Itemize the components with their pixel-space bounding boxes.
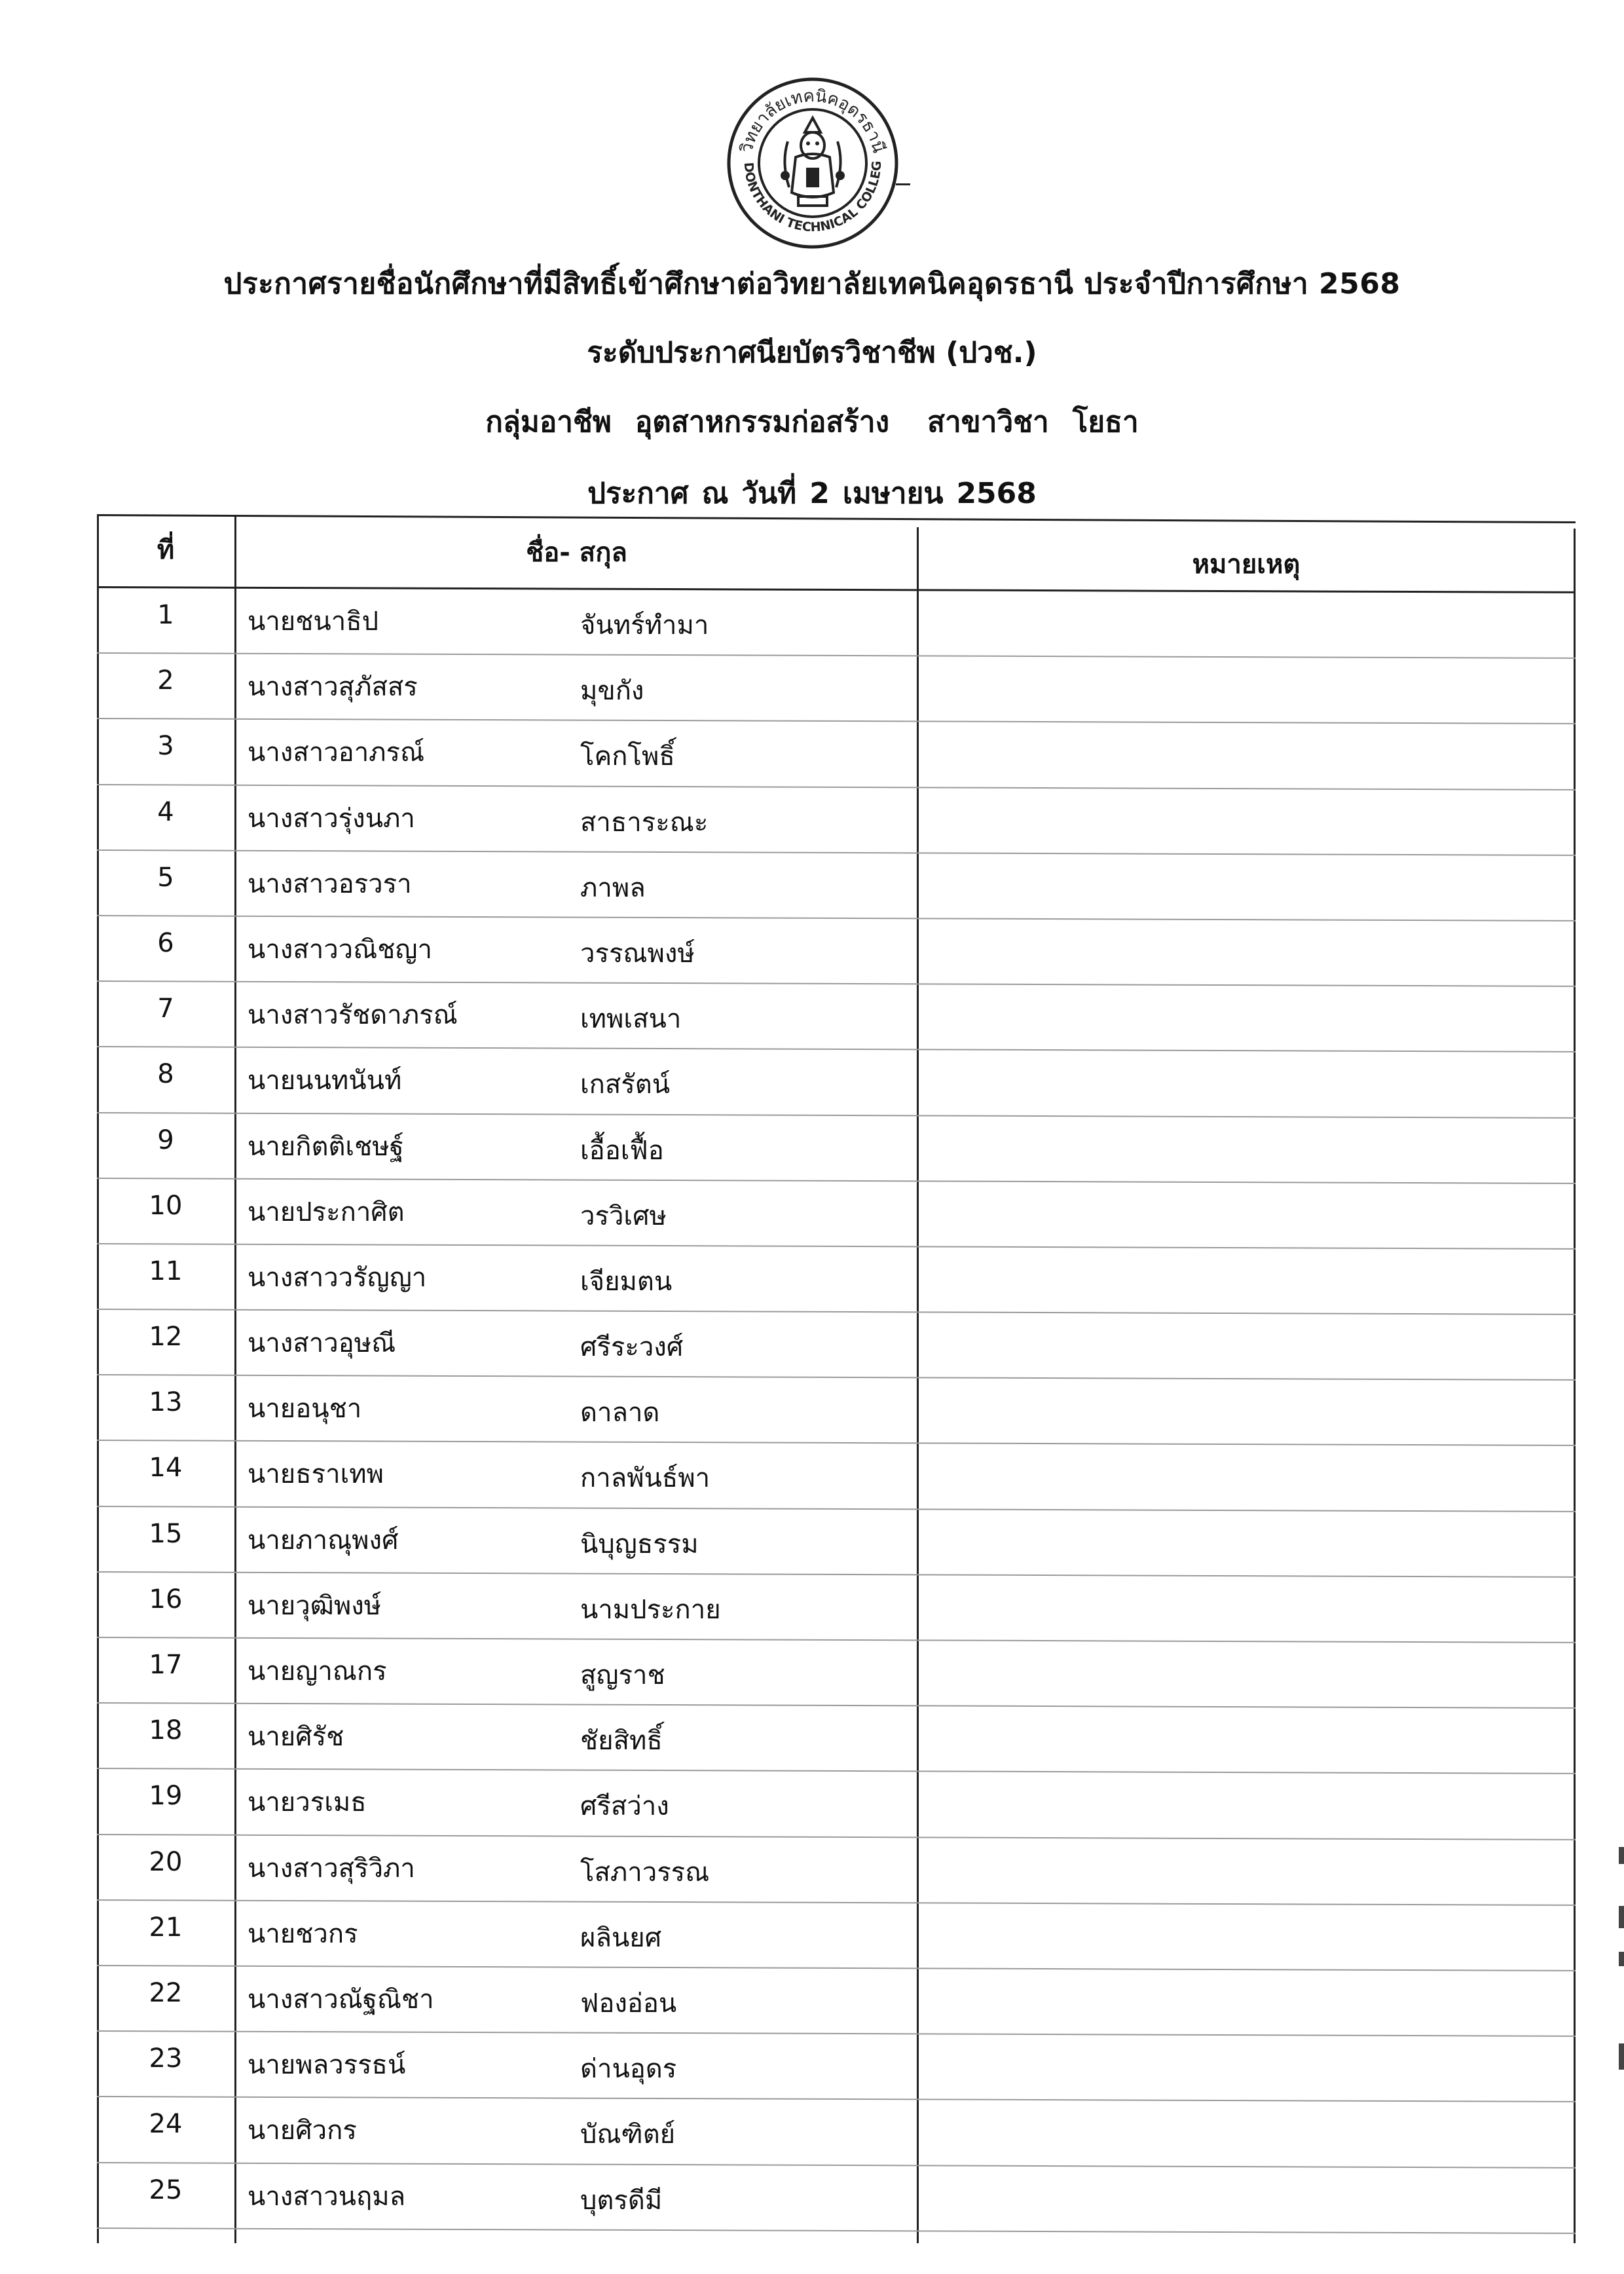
student-first-name: นางสาวนฤมล [248,2181,406,2212]
table-row [97,1179,1576,1244]
row-number: 2 [157,665,174,696]
row-number: 21 [149,1912,183,1943]
student-first-name: นายวรเมธ [248,1787,367,1818]
row-note [919,654,1574,719]
student-last-name: ผลินยศ [580,1922,662,1953]
row-note [919,588,1574,654]
row-note [919,1507,1574,1573]
row-number: 10 [149,1190,183,1221]
student-first-name: นายธราเทพ [248,1459,384,1490]
row-note [919,1441,1574,1506]
row-note [919,2097,1574,2163]
student-last-name: วรรณพงษ์ [580,938,695,969]
row-number: 4 [157,796,174,827]
table-header-row [97,514,1576,586]
table-row [97,2032,1576,2097]
row-number: 20 [149,1846,183,1877]
student-last-name: กาลพันธ์พา [580,1463,710,1494]
table-row [97,1638,1576,1704]
student-first-name: นางสาวอุษณี [248,1328,396,1359]
student-first-name: นายญาณกร [248,1656,387,1687]
table-row [97,1835,1576,1901]
major-value: โยธา [1072,405,1139,439]
row-number: 18 [149,1715,183,1746]
group-label: กลุ่มอาชีพ [485,405,612,439]
row-number: 16 [149,1584,183,1614]
row-note [919,1047,1574,1113]
student-list-table [97,514,1576,2243]
table-row [97,1573,1576,1638]
row-number: 3 [157,731,174,762]
row-number: 5 [157,862,174,893]
group-value: อุตสาหกรรมก่อสร้าง [635,405,890,439]
row-note [919,851,1574,916]
row-note [919,1244,1574,1310]
row-number: 25 [149,2174,183,2205]
table-row [97,2097,1576,2163]
table-row [97,654,1576,719]
date-part: ประกาศ [587,477,689,510]
row-note [919,2032,1574,2097]
date-part: เมษายน [842,477,944,510]
student-last-name: วรวิเศษ [580,1201,667,1231]
table-row [97,1113,1576,1179]
announcement-title: ประกาศรายชื่อนักศึกษาที่มีสิทธิ์เข้าศึกษาต่อวิทยาลัยเทคนิคอุดรธานี ประจำปีการศึกษา 2568 [223,267,1401,301]
college-seal-graphic [725,77,900,249]
student-first-name: นายนนทนันท์ [248,1066,402,1096]
table-row [97,851,1576,916]
table-row [97,719,1576,785]
column-header-note: หมายเหตุ [1192,550,1301,580]
table-row [97,588,1576,654]
student-first-name: นางสาวอาภรณ์ [248,737,425,768]
student-first-name: นายวุฒิพงษ์ [248,1590,382,1621]
table-row [97,2163,1576,2229]
row-number: 8 [157,1059,174,1090]
row-number: 12 [149,1322,183,1352]
row-number: 6 [157,927,174,958]
student-last-name: เจียมตน [580,1266,673,1297]
student-last-name: ภาพล [580,872,646,903]
row-note [919,719,1574,785]
student-last-name: จันทร์ทำมา [580,610,709,641]
student-first-name: นายกิตติเชษฐ์ [248,1131,404,1162]
student-first-name: นายศิวกร [248,2116,357,2146]
row-note [919,1375,1574,1441]
student-first-name: นางสาวสุริวิภา [248,1853,415,1884]
table-row [97,1966,1576,2032]
student-first-name: นายประกาศิต [248,1197,405,1227]
row-note [919,1113,1574,1179]
student-last-name: โคกโพธิ์ [580,741,675,772]
row-number: 11 [149,1256,183,1286]
scan-edge-marks [1619,1847,1624,2083]
student-first-name: นางสาวณัฐณิชา [248,1984,434,2015]
college-seal [725,77,900,249]
seal-text-top: วิทยาลัยเทคนิคอุดรธานี [737,86,889,155]
student-last-name: บุตรดีมี [580,2185,663,2216]
row-number: 24 [149,2109,183,2140]
table-row [97,785,1576,851]
row-note [919,1179,1574,1244]
row-note [919,916,1574,982]
row-note [919,1310,1574,1375]
student-first-name: นางสาวสุภัสสร [248,672,418,703]
student-last-name: มุขกัง [580,676,644,707]
student-last-name: เทพเสนา [580,1004,682,1035]
table-row [97,1901,1576,1966]
table-body [97,588,1576,2229]
student-last-name: ฟองอ่อน [580,1988,677,2019]
student-last-name: เอื้อเฟื้อ [580,1135,664,1166]
table-row [97,1244,1576,1310]
student-last-name: ด่านอุดร [580,2054,677,2085]
row-number: 1 [157,600,174,630]
table-row [97,1047,1576,1113]
student-first-name: นายพลวรรธน์ [248,2050,406,2081]
row-number: 7 [157,994,174,1024]
student-first-name: นางสาวรัชดาภรณ์ [248,1000,458,1031]
date-part: 2568 [956,477,1037,510]
student-first-name: นายศิรัช [248,1722,344,1753]
row-number: 22 [149,1977,183,2008]
table-row [97,1375,1576,1441]
table-row [97,916,1576,982]
row-note [919,1901,1574,1966]
student-last-name: สาธาระณะ [580,807,709,838]
row-note [919,2163,1574,2229]
row-note [919,1638,1574,1704]
row-note [919,1835,1574,1901]
student-first-name: นายชนาธิป [248,606,378,637]
column-header-no: ที่ [157,535,175,565]
student-last-name: ชัยสิทธิ์ [580,1726,663,1757]
row-number: 23 [149,2043,183,2074]
row-number: 17 [149,1650,183,1680]
seal-text-bottom: DONTHANI TECHNICAL COLLEG [741,160,885,235]
program-line [0,399,1624,445]
date-part: ณ [701,477,729,510]
table-row [97,1507,1576,1573]
table-row [97,1704,1576,1769]
row-note [919,1704,1574,1769]
student-last-name: นิบุญธรรม [580,1529,699,1559]
student-last-name: โสภาวรรณ [580,1857,710,1888]
seal-mark [896,183,910,185]
announcement-date [0,470,1624,516]
student-last-name: ศรีสว่าง [580,1791,669,1822]
row-note [919,1573,1574,1638]
row-number: 19 [149,1781,183,1812]
column-header-name: ชื่อ- สกุล [526,538,627,568]
major-label: สาขาวิชา [927,405,1049,439]
table-row [97,1310,1576,1375]
row-number: 14 [149,1453,183,1483]
student-last-name: สูญราช [580,1660,665,1690]
row-number: 13 [149,1387,183,1418]
row-note [919,1966,1574,2032]
row-number: 15 [149,1518,183,1549]
row-note [919,1769,1574,1835]
row-note [919,785,1574,851]
row-note [919,982,1574,1047]
table-row [97,1441,1576,1506]
student-first-name: นางสาววรัญญา [248,1262,427,1293]
student-last-name: บัณฑิตย์ [580,2119,676,2150]
student-first-name: นายชวกร [248,1918,358,1949]
date-part: 2 [809,477,830,510]
student-first-name: นายอนุชา [248,1394,362,1425]
table-row [97,1769,1576,1835]
table-row [97,982,1576,1047]
certificate-level: ระดับประกาศนียบัตรวิชาชีพ (ปวช.) [587,336,1037,369]
student-last-name: เกสรัตน์ [580,1070,671,1100]
student-last-name: ศรีระวงศ์ [580,1332,684,1363]
student-first-name: นางสาวอรวรา [248,868,412,899]
row-number: 9 [157,1125,174,1155]
student-last-name: ดาลาด [580,1398,660,1428]
date-part: วันที่ [741,477,797,510]
student-first-name: นายภาณุพงศ์ [248,1525,399,1556]
student-first-name: นางสาวรุ่งนภา [248,803,415,834]
student-first-name: นางสาววณิชญา [248,934,432,965]
student-last-name: นามประกาย [580,1594,721,1625]
